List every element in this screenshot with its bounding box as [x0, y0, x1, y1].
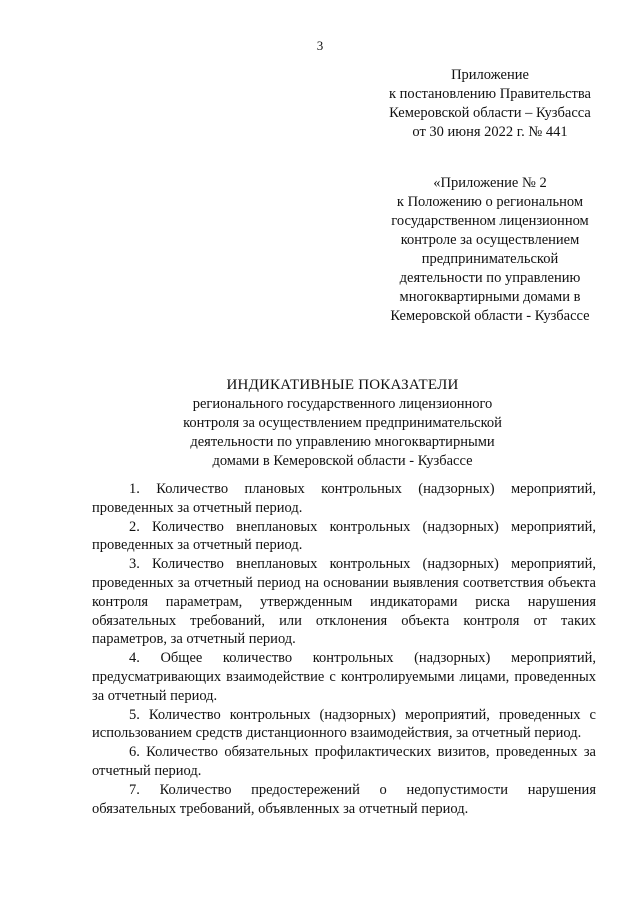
annex2-line: государственном лицензионном: [391, 213, 589, 229]
annex2-line: предпринимательской: [421, 251, 559, 267]
annex-line: к постановлению Правительства: [389, 86, 591, 102]
indicator-item: 2. Количество внеплановых контрольных (надзорных) мероприятий, проведенных за отчетный период.: [92, 518, 596, 554]
annex2-line: к Положению о региональном: [396, 194, 584, 210]
annex2-line: контроле за осуществлением: [400, 232, 580, 248]
annex-line: Приложение: [451, 67, 529, 83]
document-title: [90, 376, 595, 471]
indicator-item: 4. Общее количество контрольных (надзорных) мероприятий, предусматривающих взаимодействие с контролируемыми лицами, проведенных за отчетный период.: [92, 650, 596, 704]
annex2-line: деятельности по управлению: [399, 270, 581, 286]
indicator-item: 1. Количество плановых контрольных (надзорных) мероприятий, проведенных за отчетный период.: [92, 481, 596, 516]
title-line: домами в Кемеровской области - Кузбассе: [212, 453, 473, 469]
indicator-item: 5. Количество контрольных (надзорных) мероприятий, проведенных с использованием средств дистанционного взаимодействия, за отчетный период.: [92, 706, 596, 742]
annex2-header: [368, 174, 612, 326]
annex2-line: «Приложение № 2: [433, 175, 547, 191]
title-line: деятельности по управлению многоквартирными: [190, 434, 495, 450]
annex-line: Кемеровской области – Кузбасса: [389, 105, 591, 121]
indicator-item: 7. Количество предостережений о недопустимости нарушения обязательных требований, объявленных за отчетный период.: [92, 781, 596, 817]
title-line: регионального государственного лицензионного: [192, 396, 493, 412]
indicator-item: 6. Количество обязательных профилактических визитов, проведенных за отчетный период.: [92, 744, 596, 779]
indicator-item: 3. Количество внеплановых контрольных (надзорных) мероприятий, проведенных за отчетный период на основании выявления соответствия объекта контроля параметрам, утвержденным индикаторами риска нарушения обязательных требований, или отклонения объекта контроля от таких параметров, за отчетный период.: [92, 556, 596, 648]
title-heading: ИНДИКАТИВНЫЕ ПОКАЗАТЕЛИ: [226, 377, 459, 393]
annex-header: [355, 66, 625, 142]
indicator-list: [92, 480, 596, 818]
annex2-line: Кемеровской области - Кузбассе: [390, 308, 590, 324]
annex-line: от 30 июня 2022 г. № 441: [412, 124, 568, 140]
page-number: 3: [316, 38, 324, 53]
annex2-line: многоквартирными домами в: [399, 289, 581, 305]
title-line: контроля за осуществлением предпринимательской: [183, 415, 502, 431]
